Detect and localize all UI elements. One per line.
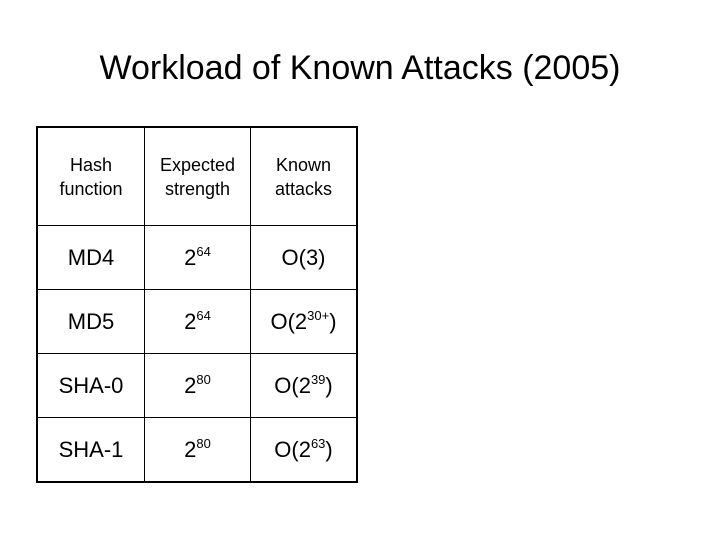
attack-exponent: 30+: [307, 307, 330, 323]
attack-suffix: ): [329, 308, 337, 334]
header-text-line: Expected: [159, 154, 236, 175]
header-text-line: strength: [164, 178, 231, 199]
strength-base: 2: [184, 372, 197, 398]
table-header-row: [37, 127, 357, 226]
known-attack-cell: [251, 418, 358, 483]
hash-function-cell: MD4: [37, 226, 145, 290]
table-row: [37, 226, 357, 290]
strength-exponent: 80: [196, 435, 211, 451]
strength-exponent: 64: [196, 307, 211, 323]
header-text-line: attacks: [274, 178, 333, 199]
header-hash-function: [37, 127, 145, 226]
header-text-line: Known: [275, 154, 332, 175]
known-attack-cell: [251, 290, 358, 354]
header-text-line: function: [59, 178, 123, 199]
attack-suffix: ): [325, 372, 333, 398]
expected-strength-cell: [145, 354, 251, 418]
hash-function-cell: MD5: [37, 290, 145, 354]
hash-function-cell: SHA-1: [37, 418, 145, 483]
attack-prefix: O(3): [281, 244, 326, 270]
attack-prefix: O(2: [270, 308, 308, 334]
known-attack-cell: [251, 226, 358, 290]
header-known-attacks: [251, 127, 358, 226]
expected-strength-cell: [145, 418, 251, 483]
hash-attacks-table: [36, 126, 358, 483]
strength-exponent: 80: [196, 371, 211, 387]
strength-base: 2: [184, 244, 197, 270]
strength-base: 2: [184, 436, 197, 462]
strength-base: 2: [184, 308, 197, 334]
attack-prefix: O(2: [274, 436, 311, 462]
hash-function-cell: SHA-0: [37, 354, 145, 418]
slide-title: Workload of Known Attacks (2005): [99, 49, 621, 87]
attack-suffix: ): [325, 436, 333, 462]
attack-prefix: O(2: [274, 372, 311, 398]
table-row: [37, 354, 357, 418]
table-row: [37, 418, 357, 483]
header-text-line: Hash: [69, 154, 113, 175]
header-expected-strength: [145, 127, 251, 226]
attack-exponent: 39: [310, 371, 326, 387]
expected-strength-cell: [145, 290, 251, 354]
table-row: [37, 290, 357, 354]
expected-strength-cell: [145, 226, 251, 290]
attack-exponent: 63: [310, 435, 326, 451]
strength-exponent: 64: [196, 243, 211, 259]
known-attack-cell: [251, 354, 358, 418]
